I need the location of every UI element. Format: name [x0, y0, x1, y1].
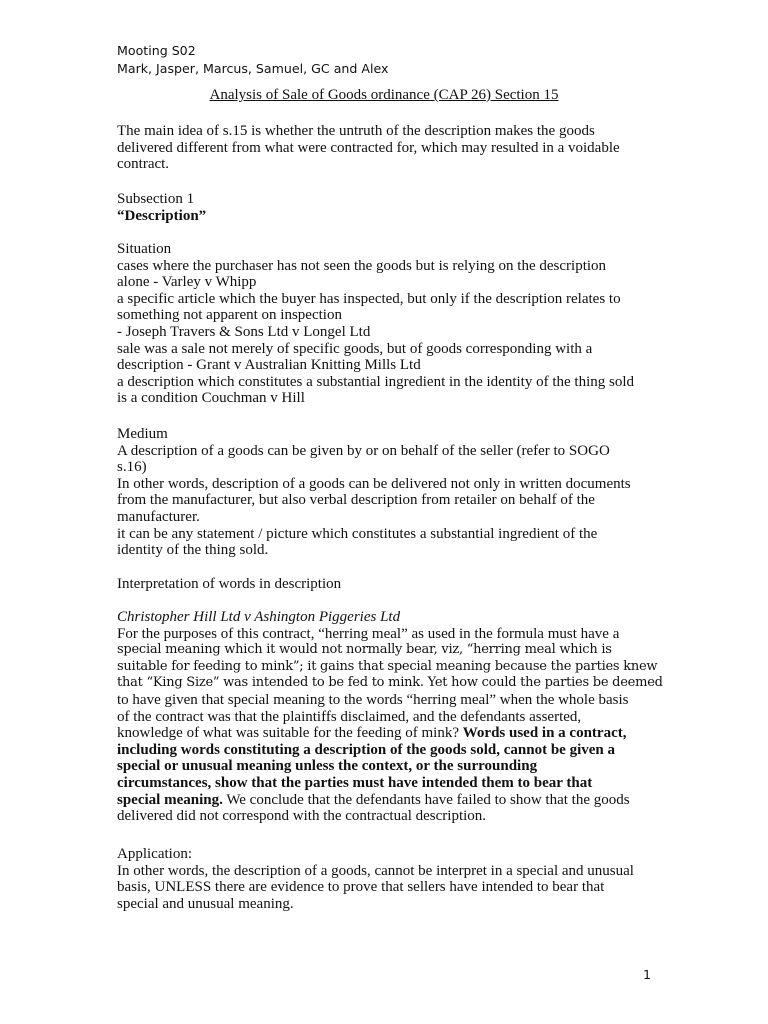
text-line: In other words, description of a goods can be delivered not only in written documents — [117, 475, 631, 492]
text-line — [117, 792, 657, 809]
text-line: from the manufacturer, but also verbal description from retailer on behalf of the — [117, 492, 595, 509]
text-line: circumstances, show that the parties must have intended them to bear that — [117, 774, 593, 791]
text-line: description - Grant v Australian Knitting Mills Ltd — [117, 357, 421, 374]
intro-paragraph — [117, 123, 657, 173]
authors-header: Mark, Jasper, Marcus, Samuel, GC and Alex — [117, 61, 389, 76]
text-span: knowledge of what was suitable for the feeding of mink? — [117, 725, 463, 742]
text-line: identity of the thing sold. — [117, 542, 269, 559]
text-line: something not apparent on inspection — [117, 307, 342, 324]
text-line: it can be any statement / picture which constitutes a substantial ingredient of the — [117, 525, 598, 542]
case-name: Christopher Hill Ltd v Ashington Piggeries Ltd — [117, 609, 401, 625]
text-line: special and unusual meaning. — [117, 895, 294, 912]
text-line: that “King Size” was intended to be fed to mink. Yet how could the parties be deemed — [117, 675, 663, 691]
emphasis-span: Words used in a contract, — [462, 725, 627, 742]
text-line: of the contract was that the plaintiffs disclaimed, and the defendants asserted, — [117, 708, 582, 725]
document-title: Analysis of Sale of Goods ordinance (CAP 26) Section 15 — [209, 87, 559, 103]
text-line: s.16) — [117, 459, 147, 476]
page-number: 1 — [643, 967, 652, 982]
text-line: including words constituting a description of the goods sold, cannot be given a — [117, 741, 615, 758]
section-heading: Situation — [117, 241, 172, 257]
text-line: A description of a goods can be given by or on behalf of the seller (refer to SOGO — [117, 442, 610, 459]
medium-section — [117, 426, 657, 559]
text-line: The main idea of s.15 is whether the untruth of the description makes the goods — [117, 123, 595, 139]
case-section — [117, 609, 663, 825]
text-line: alone - Varley v Whipp — [117, 274, 257, 291]
text-line: a specific article which the buyer has inspected, but only if the description relates to — [117, 290, 621, 307]
text-span: We conclude that the defendants have failed to show that the goods — [222, 791, 630, 808]
course-header: Mooting S02 — [117, 43, 196, 58]
text-line: suitable for feeding to mink”; it gains that special meaning because the parties knew — [117, 658, 658, 674]
text-line: delivered did not correspond with the contractual description. — [117, 808, 487, 825]
text-line — [117, 725, 657, 742]
subsection-term: “Description” — [117, 207, 207, 224]
application-section — [117, 846, 657, 912]
text-line: cases where the purchaser has not seen the goods but is relying on the description — [117, 257, 607, 274]
interpretation-heading: Interpretation of words in description — [117, 576, 342, 592]
text-line: manufacturer. — [117, 508, 200, 525]
subsection-label: Subsection 1 — [117, 191, 195, 207]
text-line: a description which constitutes a substantial ingredient in the identity of the thing sold — [117, 373, 634, 390]
text-line: basis, UNLESS there are evidence to prove that sellers have intended to bear that — [117, 879, 605, 896]
text-line: In other words, the description of a goods, cannot be interpret in a special and unusual — [117, 862, 634, 879]
section-heading: Medium — [117, 426, 168, 442]
emphasis-span: special meaning. — [117, 791, 223, 808]
subsection-heading — [117, 191, 657, 224]
section-heading: Application: — [117, 846, 192, 862]
text-line: - Joseph Travers & Sons Ltd v Longel Ltd — [117, 323, 371, 340]
text-line: contract. — [117, 156, 170, 173]
text-line: sale was a sale not merely of specific goods, but of goods corresponding with a — [117, 340, 593, 357]
text-line: For the purposes of this contract, “herring meal” as used in the formula must have a — [117, 625, 620, 642]
text-line: special or unusual meaning unless the context, or the surrounding — [117, 758, 538, 775]
text-line: to have given that special meaning to the words “herring meal” when the whole basis — [117, 691, 629, 708]
text-line: delivered different from what were contracted for, which may resulted in a voidable — [117, 139, 620, 156]
text-line: is a condition Couchman v Hill — [117, 390, 305, 407]
situation-section — [117, 241, 657, 407]
text-line: special meaning which it would not normally bear, viz, “herring meal which is — [117, 642, 612, 658]
